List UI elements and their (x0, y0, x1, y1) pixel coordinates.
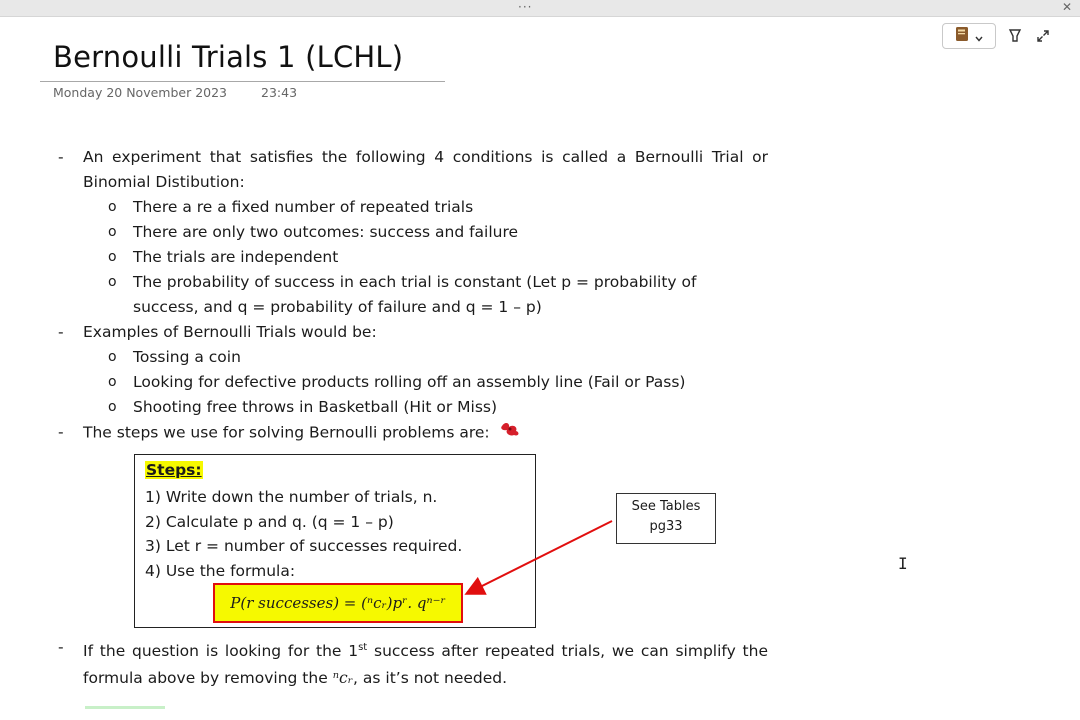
bullet-first-success[interactable] (58, 634, 768, 692)
title-divider (40, 81, 445, 82)
list-item (58, 245, 768, 270)
note-line-1: See Tables (631, 499, 701, 514)
bullet-circle: o (108, 399, 117, 415)
bullet-text: Examples of Bernoulli Trials would be: (83, 323, 377, 341)
list-item (58, 395, 768, 420)
binomial-formula: P(r successes) = (ⁿcᵣ)pʳ. qⁿ⁻ʳ (230, 594, 446, 612)
step-item-3: 3) Let r = number of successes required. (145, 537, 463, 555)
page-time: 23:43 (261, 85, 298, 100)
list-item (58, 195, 768, 220)
page-date: Monday 20 November 2023 (53, 85, 228, 100)
list-item (58, 345, 768, 370)
steps-box[interactable] (134, 454, 536, 628)
bullet-circle: o (108, 249, 117, 265)
bullet-dash: - (58, 148, 64, 166)
ncr-symbol: ⁿcᵣ (332, 669, 354, 688)
step-item-4: 4) Use the formula: (145, 562, 296, 580)
sub-list-examples (58, 345, 768, 420)
text-part: If the question is looking for the 1 (83, 642, 359, 661)
see-tables-note[interactable] (616, 493, 716, 544)
text-part: success after repeated trials, we can simplify the formula above by removing the (83, 642, 768, 688)
page-datetime (53, 85, 297, 100)
list-item-text: There a re a fixed number of repeated trials (133, 198, 474, 216)
window-grip[interactable]: ··· (518, 0, 533, 14)
list-item-text: Shooting free throws in Basketball (Hit or Miss) (133, 398, 498, 416)
bullet-text: An experiment that satisfies the following 4 conditions is called a Bernoulli Trial or Binomial Distibution: (83, 148, 768, 191)
bullet-circle: o (108, 274, 117, 290)
list-item (58, 370, 768, 395)
note-line-2: pg33 (649, 519, 683, 534)
window-top-bar (0, 0, 1080, 17)
bullet-dash: - (58, 323, 64, 341)
text-cursor-icon: I (898, 554, 908, 573)
bullet-circle: o (108, 224, 117, 240)
sub-list-conditions (58, 195, 768, 320)
bullet-circle: o (108, 349, 117, 365)
bullet-first-success-text (58, 634, 768, 692)
notebook-icon (955, 26, 969, 46)
page-title[interactable]: Bernoulli Trials 1 (LCHL) (53, 40, 404, 74)
bullet-text: The steps we use for solving Bernoulli problems are: (83, 423, 490, 442)
superscript: st (358, 642, 368, 653)
formula-box (213, 583, 463, 623)
bullet-steps-intro (58, 420, 768, 446)
note-content[interactable] (58, 145, 768, 446)
list-item-text: The trials are independent (133, 248, 339, 266)
expand-icon[interactable] (1034, 27, 1052, 45)
list-item (58, 270, 768, 320)
chevron-down-icon (975, 27, 983, 46)
marker-icon[interactable] (1006, 27, 1024, 45)
ink-scribble-icon (499, 420, 523, 446)
bullet-dash: - (58, 638, 64, 656)
highlight-strip (85, 706, 165, 709)
bullet-definition (58, 145, 768, 195)
bullet-circle: o (108, 199, 117, 215)
notebook-selector-button[interactable] (942, 23, 996, 49)
list-item (58, 220, 768, 245)
bullet-examples (58, 320, 768, 345)
close-icon[interactable]: ✕ (1061, 0, 1072, 14)
bullet-dash: - (58, 423, 64, 441)
step-item-2: 2) Calculate p and q. (q = 1 – p) (145, 513, 394, 531)
page-toolbar (942, 23, 1052, 49)
steps-heading: Steps: (146, 461, 202, 479)
step-item-1: 1) Write down the number of trials, n. (145, 488, 438, 506)
list-item-text: There are only two outcomes: success and failure (133, 223, 519, 241)
list-item-text: The probability of success in each trial is constant (Let p = probability of success, and q = probability of failure and q = 1 – p) (133, 273, 697, 316)
text-part: , as it’s not needed. (353, 669, 508, 688)
list-item-text: Tossing a coin (133, 348, 241, 366)
bullet-circle: o (108, 374, 117, 390)
list-item-text: Looking for defective products rolling off an assembly line (Fail or Pass) (133, 373, 686, 391)
